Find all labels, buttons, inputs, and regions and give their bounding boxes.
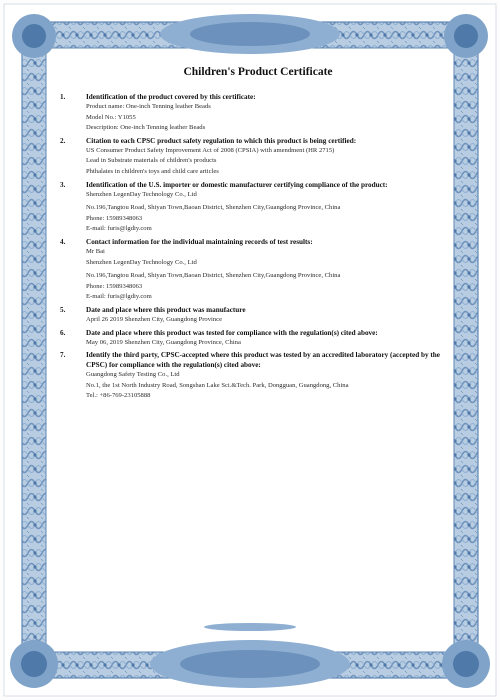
section-number: 3. bbox=[60, 180, 66, 189]
section-line: Description: One-inch Tenning leather Beads bbox=[86, 124, 206, 132]
certificate-section bbox=[60, 350, 456, 402]
section-body bbox=[86, 136, 456, 178]
certificate-section bbox=[60, 237, 456, 303]
section-number: 6. bbox=[60, 328, 66, 337]
certificate-title: Children's Product Certificate bbox=[183, 66, 333, 78]
certificate-section bbox=[60, 328, 456, 349]
section-line: April 26 2019 Shenzhen City, Guangdong Province bbox=[86, 315, 223, 323]
section-heading: Identification of the U.S. importer or domestic manufacturer certifying compliance of the product: bbox=[86, 180, 388, 189]
section-line: Lead in Substrate materials of children's products bbox=[86, 157, 217, 165]
section-line: Guangdong Safety Testing Co., Ltd bbox=[86, 371, 180, 379]
section-line: Phone: 15989348063 bbox=[86, 214, 143, 222]
section-line: US Consumer Product Safety Improvement Act of 2008 (CPSIA) with amendment (HR 2715) bbox=[86, 146, 335, 154]
certificate-sections bbox=[60, 92, 456, 402]
section-line: No.1, the 1st North Industry Road, Songshan Lake Sci.&Tech. Park, Dongguan, Guangdong, China bbox=[86, 381, 349, 389]
section-line: Mr Bai bbox=[86, 247, 105, 255]
certificate-section bbox=[60, 92, 456, 134]
certificate-content bbox=[60, 66, 456, 404]
section-line: E-mail: furis@lgdiy.com bbox=[86, 293, 152, 301]
section-line: No.196,Tangtou Road, Shiyan Town,Baoan District, Shenzhen City,Guangdong Province, China bbox=[86, 272, 341, 280]
section-body bbox=[86, 180, 456, 235]
section-body bbox=[86, 350, 456, 402]
certificate-section bbox=[60, 305, 456, 326]
section-heading: Identify the third party, CPSC-accepted where this product was tested by an accredited laboratory (accepted by the CPSC) for compliance with the regulation(s) cited above: bbox=[86, 351, 440, 370]
section-body bbox=[86, 237, 456, 303]
section-line: Shenzhen LegenDay Technology Co., Ltd bbox=[86, 258, 197, 266]
section-heading: Date and place where this product was manufacture bbox=[86, 305, 246, 314]
section-number: 4. bbox=[60, 237, 66, 246]
certificate-section bbox=[60, 180, 456, 235]
section-number: 2. bbox=[60, 136, 66, 145]
section-body bbox=[86, 305, 456, 326]
section-line: Phone: 15989348063 bbox=[86, 282, 143, 290]
section-body bbox=[86, 328, 456, 349]
section-heading: Contact information for the individual maintaining records of test results: bbox=[86, 237, 313, 246]
section-line: Shenzhen LegenDay Technology Co., Ltd bbox=[86, 190, 197, 198]
section-heading: Date and place where this product was tested for compliance with the regulation(s) cited above: bbox=[86, 328, 378, 337]
section-line: May 06, 2019 Shenzhen City, Guangdong Province, China bbox=[86, 338, 241, 346]
section-heading: Identification of the product covered by this certificate: bbox=[86, 93, 256, 101]
section-heading: Citation to each CPSC product safety regulation to which this product is being certified: bbox=[86, 136, 357, 145]
section-number: 5. bbox=[60, 305, 66, 314]
section-number: 1. bbox=[60, 93, 66, 101]
certificate-section bbox=[60, 136, 456, 178]
section-line: No.196,Tangtou Road, Shiyan Town,Baoan District, Shenzhen City,Guangdong Province, China bbox=[86, 204, 341, 212]
section-line: Tel.: +86-769-23105888 bbox=[86, 392, 151, 400]
section-body bbox=[86, 92, 456, 134]
section-line: E-mail: furis@lgdiy.com bbox=[86, 225, 152, 233]
section-line: Model No.: Y1055 bbox=[86, 113, 136, 121]
section-number: 7. bbox=[60, 351, 66, 360]
section-line: Product name: One-inch Tenning leather Beads bbox=[86, 103, 211, 110]
section-line: Phthalates in children's toys and child care articles bbox=[86, 167, 219, 175]
